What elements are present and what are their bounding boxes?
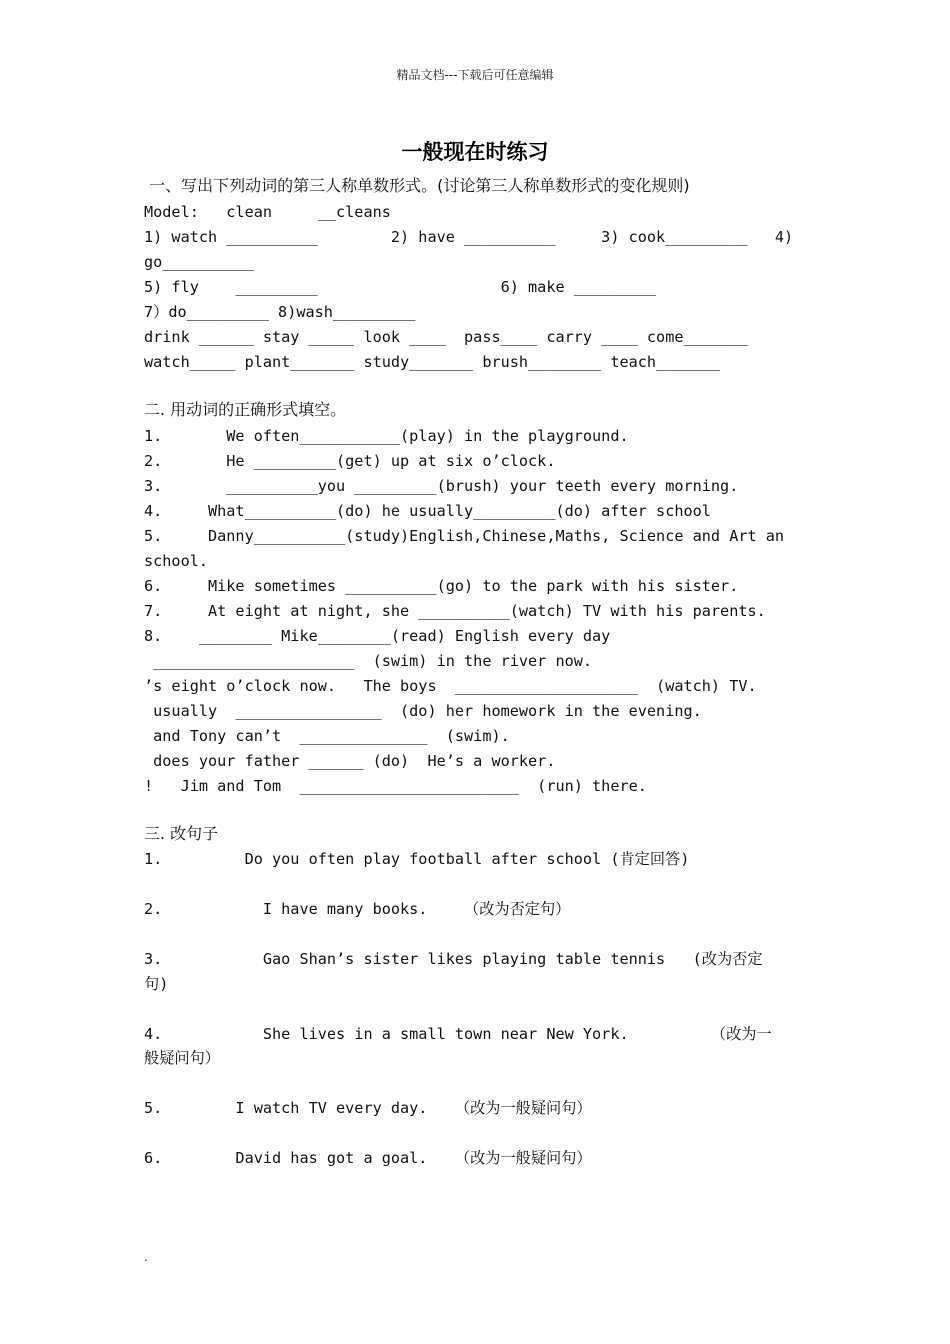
section1-model: Model: clean __cleans <box>144 203 391 221</box>
section2-line: 7. At eight at night, she __________(watch) TV with his parents. <box>144 602 766 620</box>
section2-line: 8. ________ Mike________(read) English every day <box>144 627 611 645</box>
page-header: 精品文档---下载后可任意编辑 <box>396 68 554 82</box>
section3-line: 2. I have many books. （改为否定句） <box>144 900 571 918</box>
section2-line: 4. What__________(do) he usually_________(do) after school <box>144 502 711 520</box>
section3-line: 4. She lives in a small town near New York. （改为一 <box>144 1025 772 1043</box>
section1-heading: 一、写出下列动词的第三人称单数形式。(讨论第三人称单数形式的变化规则) <box>144 176 690 195</box>
section3-line: 句) <box>144 975 169 993</box>
section2-heading: 二. 用动词的正确形式填空。 <box>144 400 347 419</box>
section1-line: 7）do_________ 8)wash_________ <box>144 303 416 321</box>
section3-line: 5. I watch TV every day. （改为一般疑问句） <box>144 1099 592 1117</box>
section2-line: school. <box>144 552 209 570</box>
section2-line: 5. Danny__________(study)English,Chinese,Maths, Science and Art an <box>144 527 785 545</box>
section3-heading: 三. 改句子 <box>144 824 219 843</box>
footer-dot: . <box>144 1250 148 1264</box>
section2-line: 1. We often___________(play) in the playground. <box>144 427 629 445</box>
section3-line: 3. Gao Shan’s sister likes playing table tennis (改为否定 <box>144 950 763 968</box>
section3-line: 般疑问句） <box>144 1049 220 1067</box>
section2-line: 2. He _________(get) up at six o’clock. <box>144 452 556 470</box>
section3-line: 1. Do you often play football after school (肯定回答) <box>144 850 690 868</box>
section2-line: 3. __________you _________(brush) your teeth every morning. <box>144 477 739 495</box>
section2-line: and Tony can’t ______________ (swim). <box>144 727 510 745</box>
section1-line: 5) fly _________ 6) make _________ <box>144 278 657 296</box>
section2-line: ’s eight o’clock now. The boys ____________________ (watch) TV. <box>144 677 757 695</box>
section1-line: watch_____ plant_______ study_______ brush________ teach_______ <box>144 353 721 371</box>
section1-line: go__________ <box>144 253 254 271</box>
section1-line: drink ______ stay _____ look ____ pass____ carry ____ come_______ <box>144 328 748 346</box>
section3-line: 6. David has got a goal. （改为一般疑问句） <box>144 1149 592 1167</box>
section2-line: 6. Mike sometimes __________(go) to the park with his sister. <box>144 577 739 595</box>
section2-line: ______________________ (swim) in the river now. <box>144 652 593 670</box>
section2-line: does your father ______ (do) He’s a worker. <box>144 752 556 770</box>
section2-line: ! Jim and Tom ________________________ (run) there. <box>144 777 647 795</box>
section1-line: 1) watch __________ 2) have __________ 3) cook_________ 4) <box>144 228 794 246</box>
section2-line: usually ________________ (do) her homework in the evening. <box>144 702 702 720</box>
page-title: 一般现在时练习 <box>401 140 549 164</box>
